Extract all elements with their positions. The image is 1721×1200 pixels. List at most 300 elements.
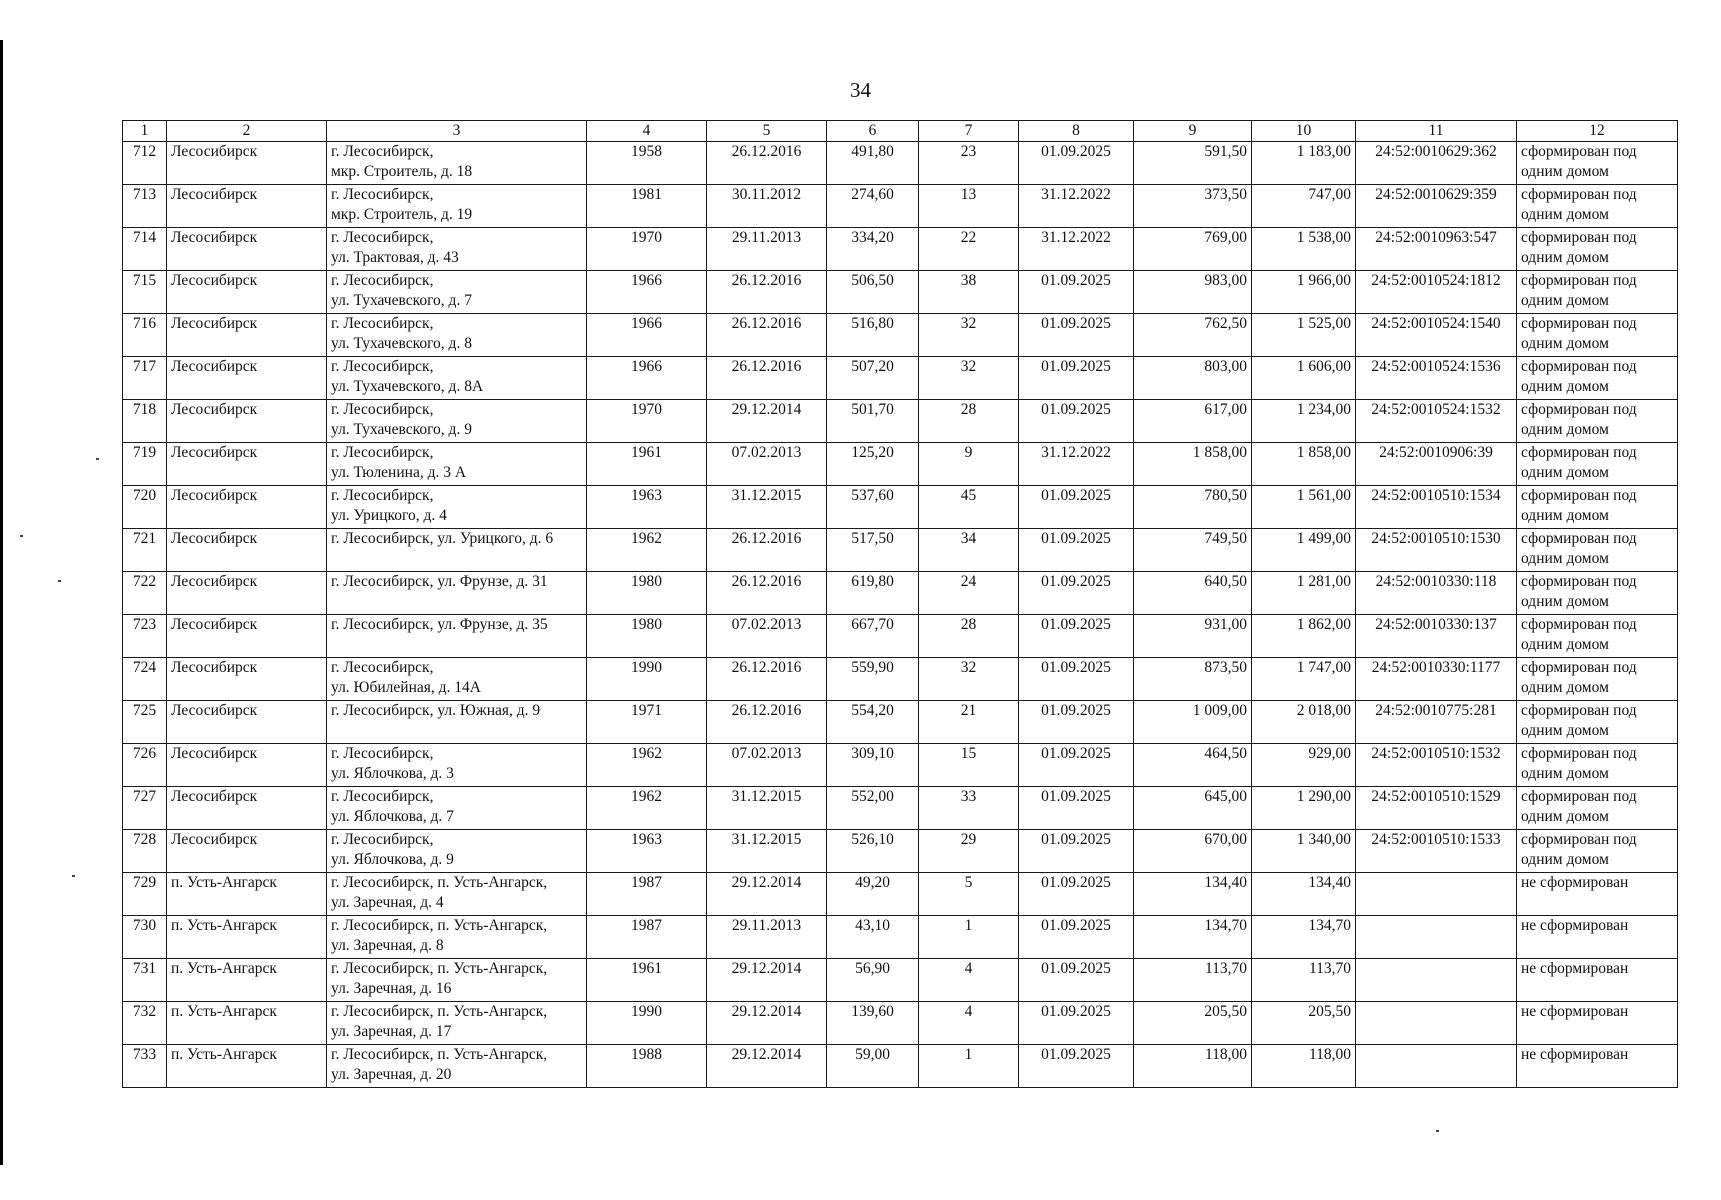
table-cell: 732: [123, 1002, 167, 1045]
table-row: [123, 529, 1678, 572]
table-cell: Лесосибирск: [167, 529, 327, 572]
table-cell: [327, 443, 587, 486]
table-cell: Лесосибирск: [167, 228, 327, 271]
table-cell: 1 525,00: [1252, 314, 1356, 357]
table-cell: 24:52:0010524:1532: [1356, 400, 1517, 443]
cell-line: ул. Яблочкова, д. 7: [331, 808, 454, 825]
cell-line: г. Лесосибирск,: [331, 487, 434, 504]
table-cell: Лесосибирск: [167, 314, 327, 357]
table-cell: 1988: [587, 1045, 707, 1088]
table-cell: [1517, 529, 1678, 572]
cell-line: одним домом: [1521, 163, 1609, 180]
table-cell: 929,00: [1252, 744, 1356, 787]
table-cell: 01.09.2025: [1019, 744, 1134, 787]
table-cell: 1 966,00: [1252, 271, 1356, 314]
cell-line: не сформирован: [1521, 874, 1629, 891]
table-cell: [327, 486, 587, 529]
table-cell: [1517, 185, 1678, 228]
table-cell: [1517, 916, 1678, 959]
table-cell: 769,00: [1134, 228, 1252, 271]
cell-line: сформирован под: [1521, 401, 1637, 418]
table-row: [123, 357, 1678, 400]
table-cell: 134,70: [1252, 916, 1356, 959]
table-cell: 1 183,00: [1252, 142, 1356, 185]
table-cell: 01.09.2025: [1019, 916, 1134, 959]
cell-line: ул. Юбилейная, д. 14А: [331, 679, 481, 696]
table-cell: 501,70: [827, 400, 919, 443]
cell-line: г. Лесосибирск,: [331, 788, 434, 805]
table-cell: 983,00: [1134, 271, 1252, 314]
table-cell: 134,40: [1134, 873, 1252, 916]
table-cell: [1517, 1002, 1678, 1045]
table-cell: 26.12.2016: [707, 529, 827, 572]
table-cell: [1517, 959, 1678, 1002]
cell-line: мкр. Строитель, д. 19: [331, 206, 473, 223]
column-header: 12: [1517, 121, 1678, 142]
table-cell: 01.09.2025: [1019, 959, 1134, 1002]
cell-line: сформирован под: [1521, 788, 1637, 805]
table-cell: 716: [123, 314, 167, 357]
table-cell: 34: [919, 529, 1019, 572]
table-cell: п. Усть-Ангарск: [167, 959, 327, 1002]
table-cell: 31.12.2022: [1019, 443, 1134, 486]
table-cell: 517,50: [827, 529, 919, 572]
cell-line: ул. Заречная, д. 16: [331, 980, 452, 997]
table-cell: 01.09.2025: [1019, 529, 1134, 572]
cell-line: сформирован под: [1521, 358, 1637, 375]
table-cell: [1517, 443, 1678, 486]
table-row: [123, 701, 1678, 744]
table-cell: 274,60: [827, 185, 919, 228]
table-cell: Лесосибирск: [167, 701, 327, 744]
table-cell: [1517, 1045, 1678, 1088]
table-cell: Лесосибирск: [167, 185, 327, 228]
table-cell: 29.12.2014: [707, 873, 827, 916]
table-row: [123, 1002, 1678, 1045]
table-row: [123, 959, 1678, 1002]
table-cell: 29.12.2014: [707, 1045, 827, 1088]
table-cell: 01.09.2025: [1019, 830, 1134, 873]
cell-line: одним домом: [1521, 550, 1609, 567]
table-cell: 1987: [587, 916, 707, 959]
table-cell: [1356, 916, 1517, 959]
cell-line: не сформирован: [1521, 1003, 1629, 1020]
table-cell: 01.09.2025: [1019, 615, 1134, 658]
table-cell: 07.02.2013: [707, 443, 827, 486]
cell-line: одним домом: [1521, 636, 1609, 653]
table-cell: 762,50: [1134, 314, 1252, 357]
cell-line: г. Лесосибирск,: [331, 186, 434, 203]
table-cell: 1963: [587, 830, 707, 873]
column-header: 7: [919, 121, 1019, 142]
table-cell: 1962: [587, 529, 707, 572]
table-cell: [327, 357, 587, 400]
table-cell: 45: [919, 486, 1019, 529]
table-cell: 26.12.2016: [707, 658, 827, 701]
table-cell: 31.12.2022: [1019, 185, 1134, 228]
table-cell: [327, 1045, 587, 1088]
table-cell: 29.11.2013: [707, 228, 827, 271]
cell-line: г. Лесосибирск, ул. Фрунзе, д. 35: [331, 616, 548, 633]
table-cell: 1 281,00: [1252, 572, 1356, 615]
table-cell: Лесосибирск: [167, 357, 327, 400]
cell-line: сформирован под: [1521, 573, 1637, 590]
table-cell: [327, 314, 587, 357]
table-cell: 24:52:0010775:281: [1356, 701, 1517, 744]
table-cell: [1517, 830, 1678, 873]
cell-line: г. Лесосибирск,: [331, 272, 434, 289]
table-cell: 1970: [587, 400, 707, 443]
cell-line: сформирован под: [1521, 315, 1637, 332]
table-cell: [1517, 314, 1678, 357]
table-cell: Лесосибирск: [167, 271, 327, 314]
table-cell: 24:52:0010510:1534: [1356, 486, 1517, 529]
table-cell: 01.09.2025: [1019, 486, 1134, 529]
column-number-row: [123, 121, 1678, 142]
table-cell: 26.12.2016: [707, 142, 827, 185]
table-cell: 667,70: [827, 615, 919, 658]
table-cell: 29.12.2014: [707, 959, 827, 1002]
table-cell: п. Усть-Ангарск: [167, 1002, 327, 1045]
table-row: [123, 916, 1678, 959]
table-cell: 13: [919, 185, 1019, 228]
table-cell: 01.09.2025: [1019, 1002, 1134, 1045]
table-cell: 24:52:0010510:1530: [1356, 529, 1517, 572]
table-cell: Лесосибирск: [167, 615, 327, 658]
table-cell: 28: [919, 615, 1019, 658]
table-row: [123, 443, 1678, 486]
cell-line: ул. Яблочкова, д. 3: [331, 765, 454, 782]
table-cell: 43,10: [827, 916, 919, 959]
table-cell: 516,80: [827, 314, 919, 357]
table-cell: 31.12.2015: [707, 830, 827, 873]
table-cell: 1 858,00: [1134, 443, 1252, 486]
table-cell: 1981: [587, 185, 707, 228]
table-cell: 29.11.2013: [707, 916, 827, 959]
scan-speck: [72, 875, 75, 877]
table-cell: [327, 1002, 587, 1045]
table-cell: 31.12.2022: [1019, 228, 1134, 271]
table-cell: 726: [123, 744, 167, 787]
table-cell: 59,00: [827, 1045, 919, 1088]
table-body: [123, 142, 1678, 1088]
table-cell: 07.02.2013: [707, 615, 827, 658]
table-cell: 01.09.2025: [1019, 1045, 1134, 1088]
table-cell: Лесосибирск: [167, 744, 327, 787]
table-cell: 1 290,00: [1252, 787, 1356, 830]
table-cell: 118,00: [1134, 1045, 1252, 1088]
table-cell: 24:52:0010510:1529: [1356, 787, 1517, 830]
table-cell: 24: [919, 572, 1019, 615]
table-row: [123, 572, 1678, 615]
table-row: [123, 228, 1678, 271]
cell-line: одним домом: [1521, 808, 1609, 825]
table-cell: [1356, 1002, 1517, 1045]
table-cell: 07.02.2013: [707, 744, 827, 787]
table-cell: 5: [919, 873, 1019, 916]
table-cell: [327, 916, 587, 959]
table-cell: 22: [919, 228, 1019, 271]
table-cell: 724: [123, 658, 167, 701]
table-cell: 1 234,00: [1252, 400, 1356, 443]
table-cell: 4: [919, 959, 1019, 1002]
column-header: 8: [1019, 121, 1134, 142]
table-cell: 873,50: [1134, 658, 1252, 701]
cell-line: одним домом: [1521, 206, 1609, 223]
table-cell: 49,20: [827, 873, 919, 916]
table-cell: 1966: [587, 314, 707, 357]
table-cell: 617,00: [1134, 400, 1252, 443]
column-header: 1: [123, 121, 167, 142]
table-cell: 1990: [587, 658, 707, 701]
table-cell: 334,20: [827, 228, 919, 271]
table-cell: 720: [123, 486, 167, 529]
table-cell: 645,00: [1134, 787, 1252, 830]
table-cell: 38: [919, 271, 1019, 314]
table-cell: 723: [123, 615, 167, 658]
table-row: [123, 185, 1678, 228]
table-cell: 24:52:0010906:39: [1356, 443, 1517, 486]
cell-line: одним домом: [1521, 851, 1609, 868]
cell-line: г. Лесосибирск, п. Усть-Ангарск,: [331, 917, 548, 934]
table-cell: 931,00: [1134, 615, 1252, 658]
table-cell: 749,50: [1134, 529, 1252, 572]
table-cell: 01.09.2025: [1019, 271, 1134, 314]
table-cell: 24:52:0010330:118: [1356, 572, 1517, 615]
table-cell: 01.09.2025: [1019, 572, 1134, 615]
table-cell: 1962: [587, 744, 707, 787]
table-cell: 309,10: [827, 744, 919, 787]
table-cell: 1966: [587, 271, 707, 314]
cell-line: ул. Заречная, д. 20: [331, 1066, 452, 1083]
table-cell: 205,50: [1252, 1002, 1356, 1045]
table-cell: Лесосибирск: [167, 400, 327, 443]
table-cell: [1517, 142, 1678, 185]
table-cell: 24:52:0010963:547: [1356, 228, 1517, 271]
table-cell: 9: [919, 443, 1019, 486]
table-cell: 721: [123, 529, 167, 572]
table-cell: [1517, 228, 1678, 271]
table-cell: 32: [919, 357, 1019, 400]
table-cell: [327, 830, 587, 873]
cell-line: сформирован под: [1521, 487, 1637, 504]
column-header: 9: [1134, 121, 1252, 142]
table-cell: 21: [919, 701, 1019, 744]
table-cell: [327, 658, 587, 701]
table-cell: 26.12.2016: [707, 314, 827, 357]
table-cell: 1 561,00: [1252, 486, 1356, 529]
cell-line: сформирован под: [1521, 272, 1637, 289]
table-cell: 1 009,00: [1134, 701, 1252, 744]
cell-line: ул. Тухачевского, д. 9: [331, 421, 472, 438]
table-cell: 134,40: [1252, 873, 1356, 916]
table-cell: 559,90: [827, 658, 919, 701]
table-cell: 747,00: [1252, 185, 1356, 228]
cell-line: г. Лесосибирск,: [331, 831, 434, 848]
cell-line: одним домом: [1521, 421, 1609, 438]
cell-line: одним домом: [1521, 593, 1609, 610]
table-cell: 1 340,00: [1252, 830, 1356, 873]
cell-line: ул. Заречная, д. 4: [331, 894, 444, 911]
table-cell: 26.12.2016: [707, 357, 827, 400]
table-cell: 113,70: [1134, 959, 1252, 1002]
cell-line: ул. Заречная, д. 8: [331, 937, 444, 954]
table-cell: 24:52:0010629:362: [1356, 142, 1517, 185]
cell-line: г. Лесосибирск, ул. Урицкого, д. 6: [331, 530, 554, 547]
cell-line: ул. Тухачевского, д. 8А: [331, 378, 484, 395]
table-cell: 23: [919, 142, 1019, 185]
table-cell: [327, 400, 587, 443]
table-cell: 464,50: [1134, 744, 1252, 787]
table-cell: 554,20: [827, 701, 919, 744]
scan-speck: [20, 535, 23, 537]
table-cell: [327, 572, 587, 615]
table-cell: 722: [123, 572, 167, 615]
cell-line: одним домом: [1521, 507, 1609, 524]
table-cell: [1517, 400, 1678, 443]
table-cell: 1987: [587, 873, 707, 916]
cell-line: сформирован под: [1521, 444, 1637, 461]
table-cell: 491,80: [827, 142, 919, 185]
page-number: 34: [850, 78, 871, 102]
table-cell: 1 858,00: [1252, 443, 1356, 486]
table-cell: 29.12.2014: [707, 400, 827, 443]
table-row: [123, 830, 1678, 873]
cell-line: г. Лесосибирск, п. Усть-Ангарск,: [331, 874, 548, 891]
table-cell: 1 606,00: [1252, 357, 1356, 400]
table-cell: 731: [123, 959, 167, 1002]
table-cell: 26.12.2016: [707, 271, 827, 314]
table-cell: 01.09.2025: [1019, 787, 1134, 830]
table-cell: 712: [123, 142, 167, 185]
table-cell: 24:52:0010629:359: [1356, 185, 1517, 228]
table-cell: 1990: [587, 1002, 707, 1045]
table-cell: 619,80: [827, 572, 919, 615]
table-cell: 552,00: [827, 787, 919, 830]
table-cell: 134,70: [1134, 916, 1252, 959]
table-cell: 56,90: [827, 959, 919, 1002]
table-cell: [1517, 572, 1678, 615]
table-cell: 32: [919, 314, 1019, 357]
table-row: [123, 1045, 1678, 1088]
table-cell: [1356, 959, 1517, 1002]
table-cell: 729: [123, 873, 167, 916]
table-cell: [1517, 615, 1678, 658]
table-cell: 26.12.2016: [707, 572, 827, 615]
table-cell: 31.12.2015: [707, 787, 827, 830]
table-cell: 29: [919, 830, 1019, 873]
table-cell: 728: [123, 830, 167, 873]
table-cell: 1958: [587, 142, 707, 185]
table-cell: [327, 959, 587, 1002]
table-cell: 1: [919, 1045, 1019, 1088]
cell-line: одним домом: [1521, 464, 1609, 481]
column-header: 11: [1356, 121, 1517, 142]
table-cell: 139,60: [827, 1002, 919, 1045]
table-cell: 640,50: [1134, 572, 1252, 615]
table-cell: 1971: [587, 701, 707, 744]
table-cell: [1517, 357, 1678, 400]
table-cell: [1356, 1045, 1517, 1088]
table-cell: п. Усть-Ангарск: [167, 873, 327, 916]
cell-line: сформирован под: [1521, 702, 1637, 719]
cell-line: г. Лесосибирск,: [331, 745, 434, 762]
cell-line: ул. Яблочкова, д. 9: [331, 851, 454, 868]
table-cell: 118,00: [1252, 1045, 1356, 1088]
table-cell: 4: [919, 1002, 1019, 1045]
cell-line: сформирован под: [1521, 186, 1637, 203]
table-cell: 1966: [587, 357, 707, 400]
table-cell: Лесосибирск: [167, 486, 327, 529]
cell-line: одним домом: [1521, 335, 1609, 352]
table-cell: 2 018,00: [1252, 701, 1356, 744]
table-cell: 32: [919, 658, 1019, 701]
table-cell: 733: [123, 1045, 167, 1088]
table-cell: 01.09.2025: [1019, 658, 1134, 701]
table-row: [123, 787, 1678, 830]
table-cell: 24:52:0010510:1533: [1356, 830, 1517, 873]
table-cell: 01.09.2025: [1019, 873, 1134, 916]
cell-line: ул. Урицкого, д. 4: [331, 507, 447, 524]
column-header: 2: [167, 121, 327, 142]
table-cell: 113,70: [1252, 959, 1356, 1002]
table-cell: п. Усть-Ангарск: [167, 1045, 327, 1088]
cell-line: г. Лесосибирск,: [331, 315, 434, 332]
cell-line: одним домом: [1521, 679, 1609, 696]
cell-line: сформирован под: [1521, 143, 1637, 160]
table-cell: [1517, 658, 1678, 701]
cell-line: г. Лесосибирск, ул. Фрунзе, д. 31: [331, 573, 548, 590]
column-header: 5: [707, 121, 827, 142]
table-cell: 1980: [587, 615, 707, 658]
cell-line: ул. Тухачевского, д. 7: [331, 292, 472, 309]
cell-line: ул. Заречная, д. 17: [331, 1023, 452, 1040]
table-cell: [1517, 873, 1678, 916]
table-cell: [1517, 701, 1678, 744]
table-cell: 1980: [587, 572, 707, 615]
table-cell: 26.12.2016: [707, 701, 827, 744]
table-cell: 24:52:0010524:1540: [1356, 314, 1517, 357]
table-cell: 01.09.2025: [1019, 400, 1134, 443]
cell-line: г. Лесосибирск,: [331, 444, 434, 461]
table-cell: [1517, 787, 1678, 830]
table-row: [123, 142, 1678, 185]
table-cell: [1517, 744, 1678, 787]
table-cell: [327, 615, 587, 658]
cell-line: одним домом: [1521, 249, 1609, 266]
table-cell: 1961: [587, 443, 707, 486]
table-cell: 670,00: [1134, 830, 1252, 873]
table-row: [123, 744, 1678, 787]
cell-line: одним домом: [1521, 292, 1609, 309]
table-cell: 713: [123, 185, 167, 228]
table-cell: 01.09.2025: [1019, 357, 1134, 400]
cell-line: одним домом: [1521, 378, 1609, 395]
cell-line: сформирован под: [1521, 659, 1637, 676]
table-cell: [327, 873, 587, 916]
table-cell: [327, 142, 587, 185]
table-cell: [327, 271, 587, 314]
scan-speck: [1436, 1130, 1439, 1132]
table-row: [123, 658, 1678, 701]
table-cell: 24:52:0010510:1532: [1356, 744, 1517, 787]
cell-line: г. Лесосибирск,: [331, 143, 434, 160]
table-cell: 803,00: [1134, 357, 1252, 400]
table-cell: 1970: [587, 228, 707, 271]
table-cell: 29.12.2014: [707, 1002, 827, 1045]
table-cell: 1961: [587, 959, 707, 1002]
table-cell: [327, 228, 587, 271]
